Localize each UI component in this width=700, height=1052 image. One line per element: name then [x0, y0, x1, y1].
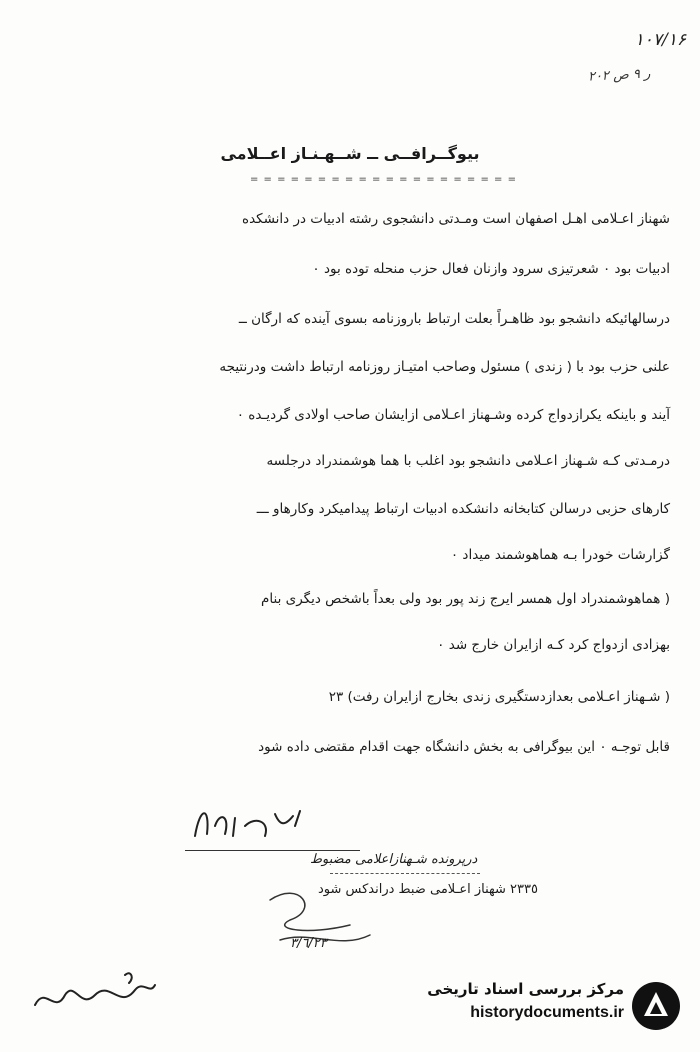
handwritten-signature: [175, 796, 325, 856]
date-mark: ٣/٦/٢٣: [290, 936, 327, 951]
watermark-text-fa: مرکز بررسی اسناد تاریخی: [427, 980, 624, 998]
reference-code: ۲۰۲ ر ۹ ص: [587, 66, 651, 85]
document-title: بیوگــرافــی ــ شــهـنـاز اعــلامی: [220, 144, 480, 163]
body-line: قابل توجـه ٠ این بیوگرافی به بخش دانشگاه جهت اقدام مقتضی داده شود: [258, 739, 670, 755]
annotation-underline: [330, 873, 480, 874]
body-line: ( شـهناز اعـلامی بعدازدستگیری زندی بخارج ازایران رفت) ٢٣: [328, 689, 670, 705]
annotation-line: درپرونده شـهنازاعلامی مضبوط: [310, 852, 478, 867]
annotation-line: ٢٣٣٥ شهناز اعـلامی ضبط دراندکس شود: [318, 882, 538, 897]
body-line: درمـدتی کـه شـهناز اعـلامی دانشجو بود اغلب با هما هوشمندراد درجلسه: [266, 453, 670, 469]
reference-number: ۱۰۷/۱۶: [634, 30, 686, 50]
title-underline: = = = = = = = = = = = = = = = = = = = =: [250, 174, 517, 185]
body-line: شهناز اعـلامی اهـل اصفهان است ومـدتی دانشجوی رشته ادبیات در دانشکده: [242, 211, 670, 227]
body-line: علنی حزب بود با ( زندی ) مسئول وصاحب امتیـاز روزنامه ارتباط داشت ودرنتیجه: [219, 359, 670, 375]
corner-handwriting: [25, 965, 165, 1025]
signature-underline: [185, 850, 360, 851]
body-line: درسالهائیکه دانشجو بود ظاهـراً بعلت ارتباط باروزنامه بسوی آینده که ارگان ــ: [238, 311, 670, 327]
archive-watermark: [362, 980, 682, 1040]
body-line: ادبیات بود ٠ شعرتیزی سرود وازنان فعال حزب منحله توده بود ٠: [312, 261, 670, 277]
body-line: ( هماهوشمندراد اول همسر ایرج زند پور بود ولی بعداً باشخص دیگری بنام: [261, 591, 670, 607]
body-line: کارهای حزبی درسالن کتابخانه دانشکده ادبیات ارتباط پیدامیکرد وکارهاو ـــ: [256, 501, 670, 517]
archive-logo-icon: [630, 980, 682, 1032]
body-line: آیند و باینکه یکرازدواج کرده وشـهناز اعـلامی ازایشان صاحب اولادی گردیـده ٠: [236, 407, 670, 423]
watermark-text-en: historydocuments.ir: [470, 1004, 624, 1021]
body-line: گزارشات خودرا بـه هماهوشمند میداد ٠: [450, 547, 670, 563]
body-line: بهزادی ازدواج کرد کـه ازایران خارج شد ٠: [437, 637, 670, 653]
